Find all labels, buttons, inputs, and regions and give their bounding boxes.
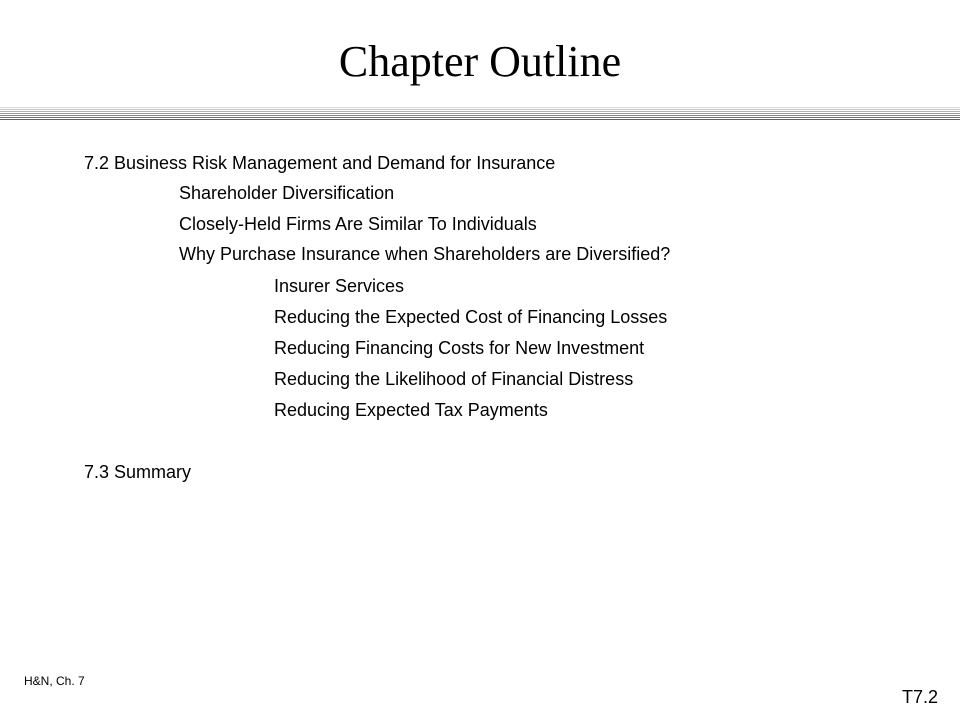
- divider-line-3: [0, 111, 960, 112]
- outline-item: Reducing the Expected Cost of Financing Losses: [274, 307, 668, 327]
- slide-number: T7.2: [901, 687, 938, 707]
- divider-line-1: [0, 107, 960, 108]
- divider-line-6: [0, 117, 960, 118]
- outline-item: Shareholder Diversification: [179, 183, 395, 203]
- divider-line-2: [0, 109, 960, 110]
- outline-item: Closely-Held Firms Are Similar To Individuals: [179, 214, 537, 234]
- outline-item: Insurer Services: [274, 276, 405, 296]
- slide-title: Chapter Outline: [338, 37, 622, 86]
- divider-line-5: [0, 115, 960, 116]
- outline-item: Reducing the Likelihood of Financial Distress: [274, 369, 634, 389]
- divider-line-7: [0, 119, 960, 120]
- outline-item: Reducing Expected Tax Payments: [274, 400, 548, 420]
- outline-item: 7.3 Summary: [84, 462, 192, 482]
- outline-item: Reducing Financing Costs for New Investment: [274, 338, 645, 358]
- outline-item: 7.2 Business Risk Management and Demand for Insurance: [84, 153, 556, 173]
- divider-line-4: [0, 113, 960, 114]
- footer-source: H&N, Ch. 7: [24, 674, 85, 688]
- title-divider: [0, 107, 960, 121]
- outline-item: Why Purchase Insurance when Shareholders are Diversified?: [179, 244, 671, 264]
